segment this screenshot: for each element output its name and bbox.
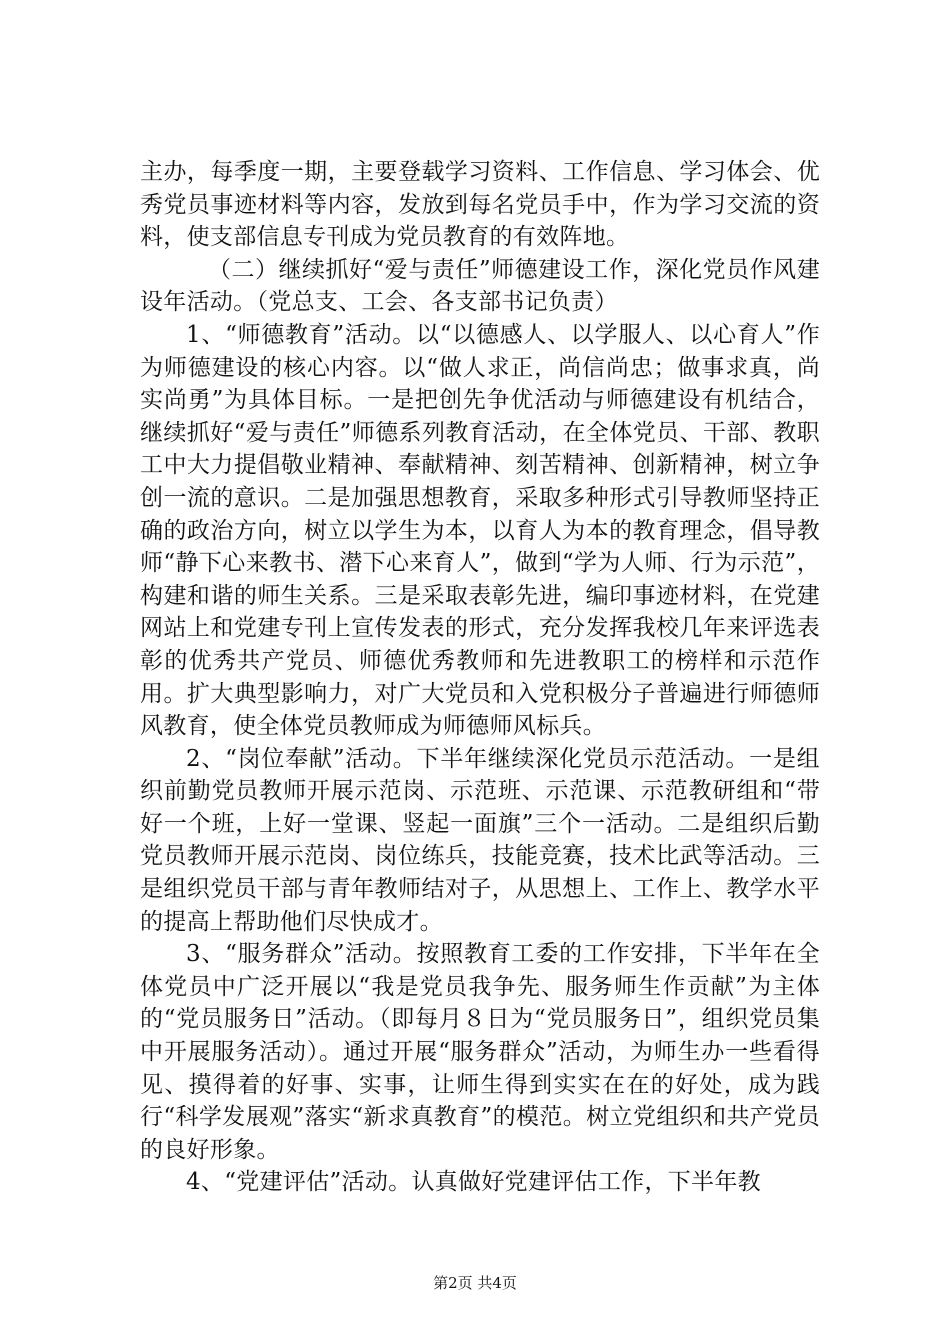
paragraph-continuation: 主办，每季度一期，主要登载学习资料、工作信息、学习体会、优秀党员事迹材料等内容，发放到每名党员手中，作为学习交流的资料，使支部信息专刊成为党员教育的有效阵地。	[140, 159, 820, 251]
paragraph-item-4: 4、“党建评估”活动。认真做好党建评估工作，下半年教	[186, 1169, 761, 1196]
document-body	[140, 156, 820, 1199]
section-heading-2: （二）继续抓好“爱与责任”师德建设工作，深化党员作风建设年活动。（党总支、工会、各支部书记负责）	[140, 256, 820, 316]
page-number-footer: 第2页 共4页	[433, 1274, 517, 1292]
paragraph-item-3: 3、“服务群众”活动。按照教育工委的工作安排，下半年在全体党员中广泛开展以“我是党员我争先、服务师生作贡献”为主体的“党员服务日”活动。（即每月８日为“党员服务日”，组织党员集中开展服务活动）。通过开展“服务群众”活动，为师生办一些看得见、摸得着的好事、实事，让师生得到实实在在的好处，成为践行“科学发展观”落实“新求真教育”的模范。树立党组织和共产党员的良好形象。	[140, 941, 820, 1163]
paragraph-item-2: 2、“岗位奉献”活动。下半年继续深化党员示范活动。一是组织前勤党员教师开展示范岗、示范班、示范课、示范教研组和“带好一个班，上好一堂课、竖起一面旗”三个一活动。二是组织后勤党员教师开展示范岗、岗位练兵，技能竞赛，技术比武等活动。三是组织党员干部与青年教师结对子，从思想上、工作上、教学水平的提高上帮助他们尽快成才。	[140, 745, 820, 935]
paragraph-item-1: 1、“师德教育”活动。以“以德感人、以学服人、以心育人”作为师德建设的核心内容。以“做人求正，尚信尚忠；做事求真，尚实尚勇”为具体目标。一是把创先争优活动与师德建设有机结合，继续抓好“爱与责任”师德系列教育活动，在全体党员、干部、教职工中大力提倡敬业精神、奉献精神、刻苦精神、创新精神，树立争创一流的意识。二是加强思想教育，采取多种形式引导教师坚持正确的政治方向，树立以学生为本，以育人为本的教育理念，倡导教师“静下心来教书、潜下心来育人”，做到“学为人师、行为示范”，构建和谐的师生关系。三是采取表彰先进，编印事迹材料，在党建网站上和党建专刊上宣传发表的形式，充分发挥我校几年来评选表彰的优秀共产党员、师德优秀教师和先进教职工的榜样和示范作用。扩大典型影响力，对广大党员和入党积极分子普遍进行师德师风教育，使全体党员教师成为师德师风标兵。	[140, 321, 820, 740]
